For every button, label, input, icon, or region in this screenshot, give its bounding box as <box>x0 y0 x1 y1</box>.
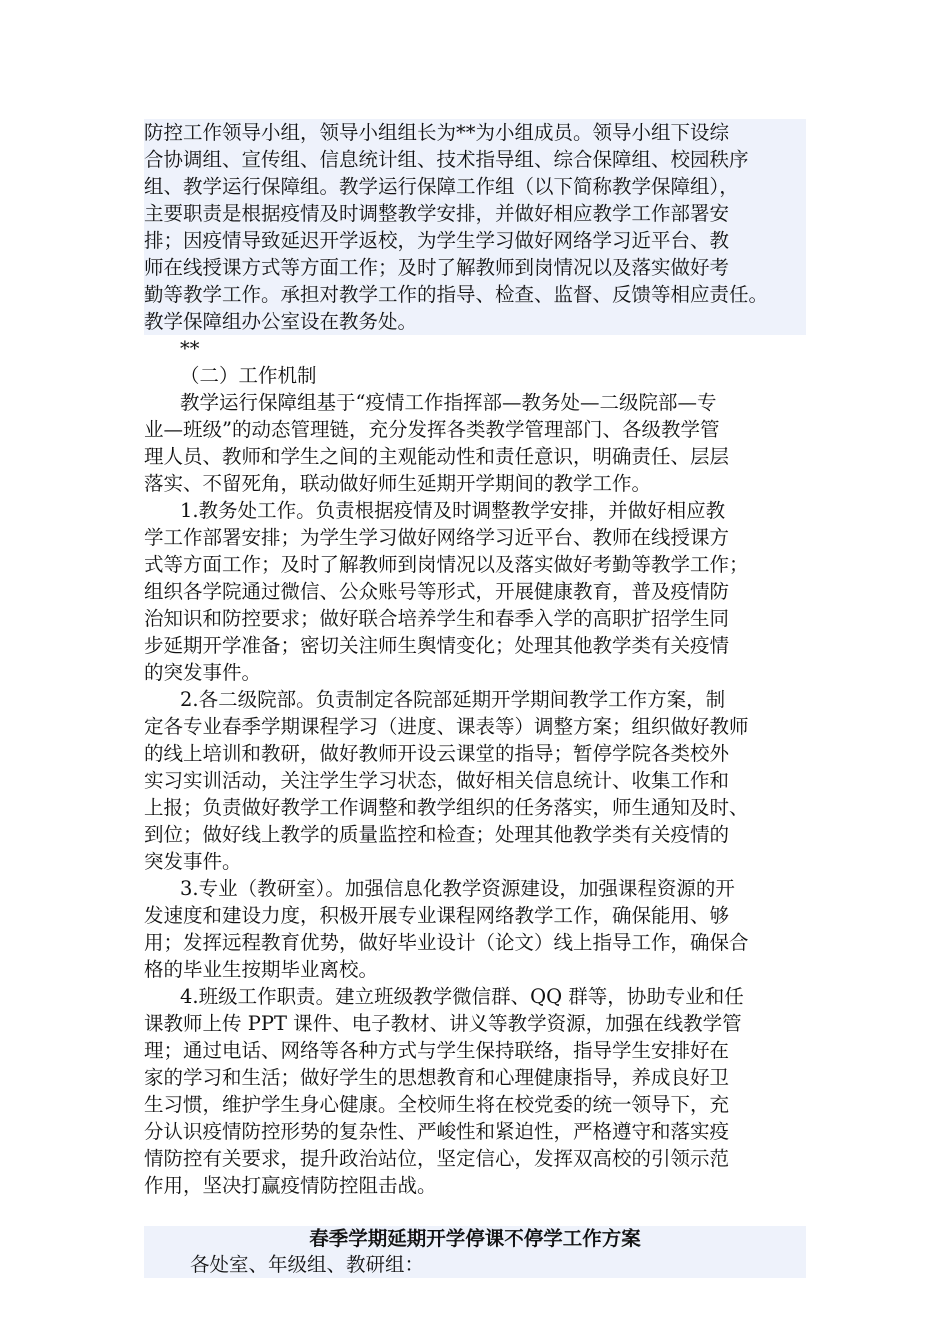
text-line: 作用，坚决打赢疫情防控阻击战。 <box>144 1174 437 1197</box>
text-line: 业—班级”的动态管理链，充分发挥各类教学管理部门、各级教学管 <box>144 418 720 441</box>
text-line: 落实、不留死角，联动做好师生延期开学期间的教学工作。 <box>144 472 652 495</box>
text-line: 主要职责是根据疫情及时调整教学安排，并做好相应教学工作部署安 <box>144 200 806 227</box>
text-line: 的线上培训和教研，做好教师开设云课堂的指导；暂停学院各类校外 <box>144 742 730 765</box>
text-line: 1.教务处工作。负责根据疫情及时调整教学安排，并做好相应教 <box>180 499 726 522</box>
text-line: 情防控有关要求，提升政治站位，坚定信心，发挥双高校的引领示范 <box>144 1147 730 1170</box>
text-line: 教学运行保障组基于“疫情工作指挥部—教务处—二级院部—专 <box>180 391 717 414</box>
text-line: 步延期开学准备；密切关注师生舆情变化；处理其他教学类有关疫情 <box>144 634 730 657</box>
text-line: 2.各二级院部。负责制定各院部延期开学期间教学工作方案，制 <box>180 688 726 711</box>
text-line: 到位；做好线上教学的质量监控和检查；处理其他教学类有关疫情的 <box>144 823 730 846</box>
text-line: 实习实训活动，关注学生学习状态，做好相关信息统计、收集工作和 <box>144 769 730 792</box>
document-title: 春季学期延期开学停课不停学工作方案 <box>144 1226 806 1252</box>
text-line: 家的学习和生活；做好学生的思想教育和心理健康指导，养成良好卫 <box>144 1066 730 1089</box>
text-line: 格的毕业生按期毕业离校。 <box>144 958 379 981</box>
text-line: 定各专业春季学期课程学习（进度、课表等）调整方案；组织做好教师 <box>144 715 749 738</box>
text-line: 治知识和防控要求；做好联合培养学生和春季入学的高职扩招学生同 <box>144 607 730 630</box>
text-line: 发速度和建设力度，积极开展专业课程网络教学工作，确保能用、够 <box>144 904 730 927</box>
salutation: 各处室、年级组、教研组： <box>144 1252 806 1278</box>
text-line: 组、教学运行保障组。教学运行保障工作组（以下简称教学保障组）， <box>144 173 806 200</box>
text-line: 的突发事件。 <box>144 661 262 684</box>
text-line: 防控工作领导小组，领导小组组长为**为小组成员。领导小组下设综 <box>144 119 806 146</box>
text-line: 勤等教学工作。承担对教学工作的指导、检查、监督、反馈等相应责任。 <box>144 281 806 308</box>
text-line: 突发事件。 <box>144 850 242 873</box>
text-line: 式等方面工作；及时了解教师到岗情况以及落实做好考勤等教学工作； <box>144 553 749 576</box>
text-line: 生习惯，维护学生身心健康。全校师生将在校党委的统一领导下，充 <box>144 1093 730 1116</box>
section-heading: （二）工作机制 <box>180 364 317 387</box>
text-line: 合协调组、宣传组、信息统计组、技术指导组、综合保障组、校园秩序 <box>144 146 806 173</box>
text-line: 理人员、教师和学生之间的主观能动性和责任意识，明确责任、层层 <box>144 445 730 468</box>
text-line: 教学保障组办公室设在教务处。 <box>144 308 806 335</box>
text-line: 上报；负责做好教学工作调整和教学组织的任务落实，师生通知及时、 <box>144 796 749 819</box>
text-line: 4.班级工作职责。建立班级教学微信群、QQ 群等，协助专业和任 <box>180 985 744 1008</box>
text-line: 排；因疫情导致延迟开学返校，为学生学习做好网络学习近平台、教 <box>144 227 806 254</box>
text-line: 师在线授课方式等方面工作；及时了解教师到岗情况以及落实做好考 <box>144 254 806 281</box>
text-line: 分认识疫情防控形势的复杂性、严峻性和紧迫性，严格遵守和落实疫 <box>144 1120 730 1143</box>
text-line: 用；发挥远程教育优势，做好毕业设计（论文）线上指导工作，确保合 <box>144 931 749 954</box>
text-line: ** <box>180 337 200 360</box>
text-line: 学工作部署安排；为学生学习做好网络学习近平台、教师在线授课方 <box>144 526 730 549</box>
text-line: 组织各学院通过微信、公众账号等形式，开展健康教育，普及疫情防 <box>144 580 730 603</box>
text-line: 理；通过电话、网络等各种方式与学生保持联络，指导学生安排好在 <box>144 1039 730 1062</box>
text-line: 3.专业（教研室）。加强信息化教学资源建设，加强课程资源的开 <box>180 877 735 900</box>
text-line: 课教师上传 PPT 课件、电子教材、讲义等教学资源，加强在线教学管 <box>144 1012 742 1035</box>
